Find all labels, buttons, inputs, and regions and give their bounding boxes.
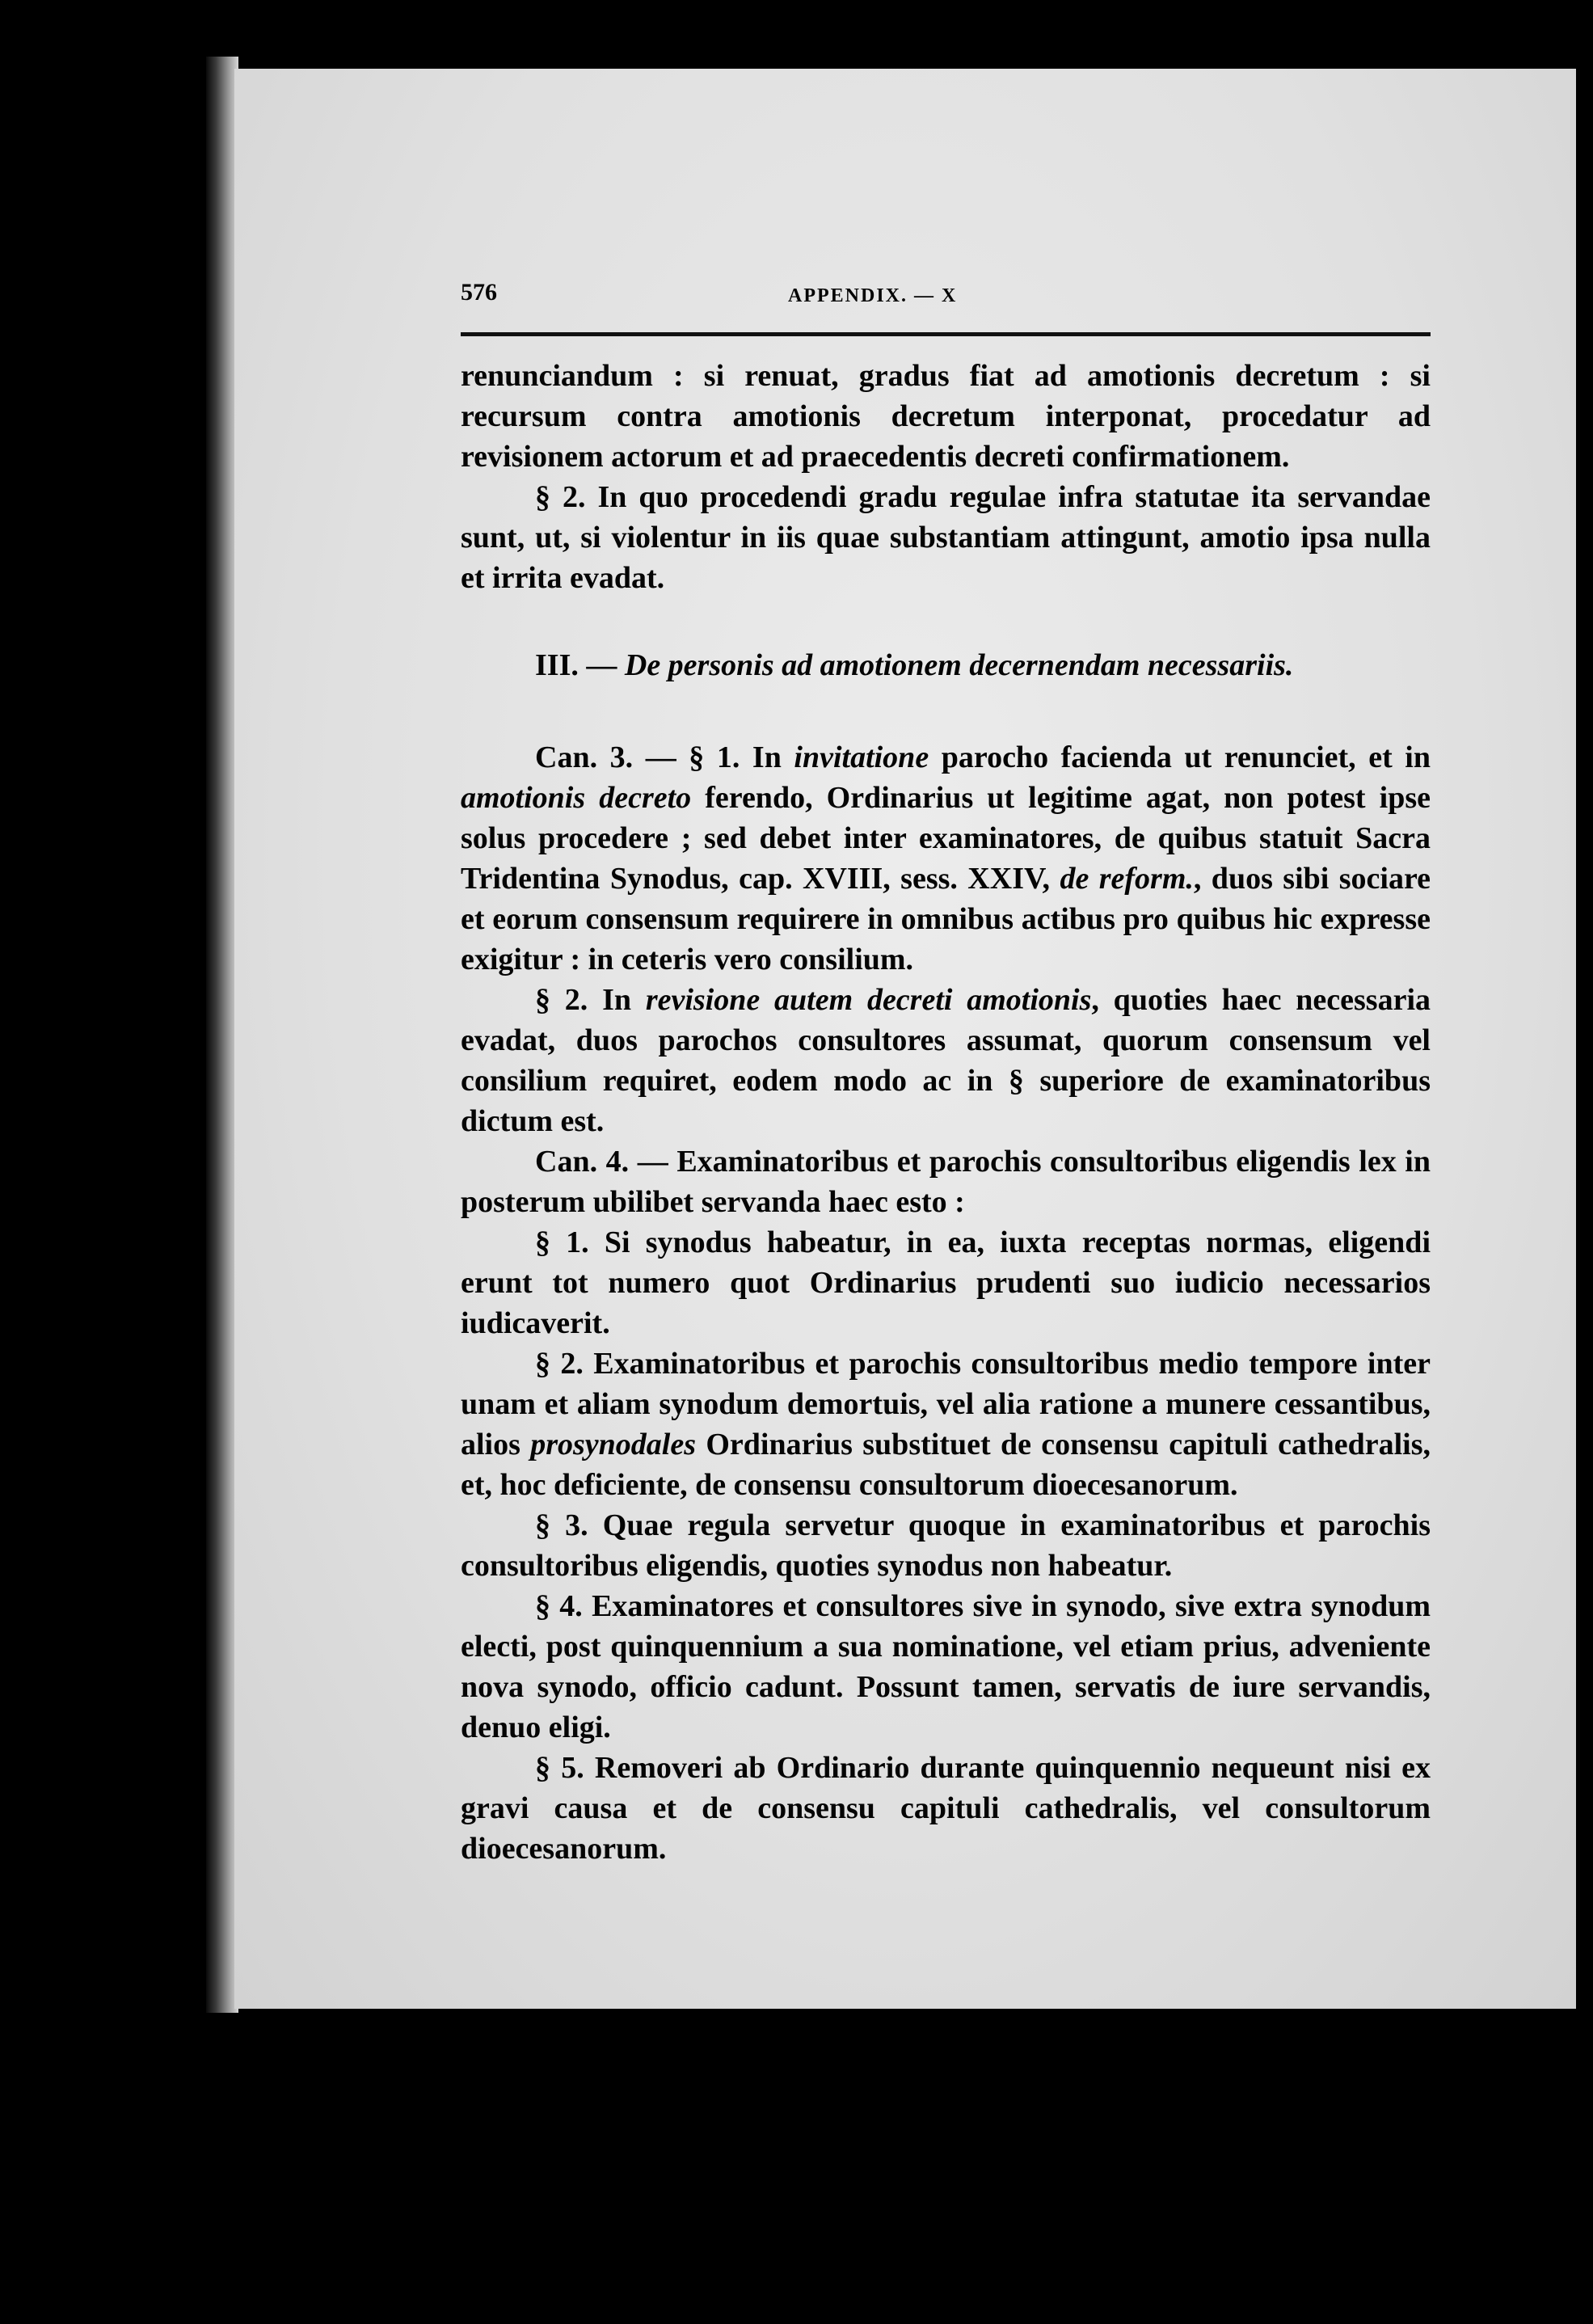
can-3-paragraph-1: [461, 737, 1431, 980]
can-3-s1-italic-decreto: amotionis decreto: [461, 781, 692, 815]
can-4-intro: Can. 4. — Examinatoribus et parochis consultoribus eligendis lex in posterum ubilibet servanda haec esto :: [461, 1145, 1431, 1219]
section-title: De personis ad amotionem decernendam necessariis.: [624, 648, 1294, 682]
page-text-block: [461, 279, 1431, 1869]
can-4-s2-italic-prosynodales: prosynodales: [530, 1428, 697, 1461]
can-3-s1-text-a: Can. 3. — § 1. In: [535, 740, 794, 774]
can-3-s1-italic-reform: de reform.: [1060, 862, 1194, 896]
can-3-s1-text-g: , duos sibi sociare et eorum consensum requirere in omnibus actibus pro quibus hic expresse exigitur : in ceteris vero consilium.: [461, 862, 1431, 976]
page-number: 576: [461, 279, 497, 306]
can-3-s1-text-c: parocho facienda ut renunciet, et in: [929, 740, 1431, 774]
can-4-section-3: § 3. Quae regula servetur quoque in examinatoribus et parochis consultoribus eligendis, quoties synodus non habeatur.: [461, 1508, 1431, 1583]
can-4-section-5: § 5. Removeri ab Ordinario durante quinquennio nequeunt nisi ex gravi causa et de consensu capituli cathedralis, vel consultorum dioecesanorum.: [461, 1751, 1431, 1866]
section-heading-iii: [535, 645, 1431, 685]
can-4-section-2: [461, 1343, 1431, 1505]
can-3-s2-italic-revisione: revisione autem decreti amotionis: [645, 983, 1092, 1017]
can-4-section-1: § 1. Si synodus habeatur, in ea, iuxta receptas normas, eligendi erunt tot numero quot Ordinarius prudenti suo iudicio necessarios iudicaverit.: [461, 1225, 1431, 1340]
section-number: III. —: [535, 648, 617, 682]
can-4-s2-text-c: Ordinarius substituet de consensu capituli cathedralis, et, hoc deficiente, de consensu consultorum dioecesanorum.: [461, 1428, 1431, 1502]
can-4-s2-text-a: § 2. Examinatoribus et parochis consultoribus medio tempore inter unam et aliam synodum demortuis, vel alia ratione a munere cessantibus, alios: [461, 1347, 1431, 1461]
page-header: [461, 279, 1431, 327]
can-3-s1-text-e: ferendo, Ordinarius ut legitime agat, non potest ipse solus procedere ; sed debet inter examinatores, de quibus statuit Sacra Tridentina Synodus, cap. XVIII, sess. XXIV,: [461, 781, 1431, 896]
paragraph-section-2: § 2. In quo procedendi gradu regulae infra statutae ita servandae sunt, ut, si violentur in iis quae substantiam attingunt, amotio ipsa nulla et irrita evadat.: [461, 480, 1431, 595]
running-title: APPENDIX. — X: [788, 285, 958, 306]
can-4-section-4: § 4. Examinatores et consultores sive in synodo, sive extra synodum electi, post quinquennium a sua nominatione, vel etiam prius, adveniente nova synodo, officio cadunt. Possunt tamen, servatis de iure servandis, denuo eligi.: [461, 1589, 1431, 1744]
can-3-s2-text-a: § 2. In: [535, 983, 646, 1017]
header-rule: [461, 332, 1431, 336]
page-left-edge-shadow: [206, 57, 238, 2013]
paragraph-renunciandum: renunciandum : si renuat, gradus fiat ad amotionis decretum : si recursum contra amotionis decretum interponat, procedatur ad revisionem actorum et ad praecedentis decreti confirmationem.: [461, 359, 1431, 474]
can-3-s2-text-c: , quoties haec necessaria evadat, duos parochos consultores assumat, quorum consensum vel consilium requiret, eodem modo ac in § superiore de examinatoribus dictum est.: [461, 983, 1431, 1138]
can-3-s1-italic-invitatione: invitatione: [794, 740, 929, 774]
book-page: [234, 69, 1576, 2009]
can-3-paragraph-2: [461, 980, 1431, 1141]
